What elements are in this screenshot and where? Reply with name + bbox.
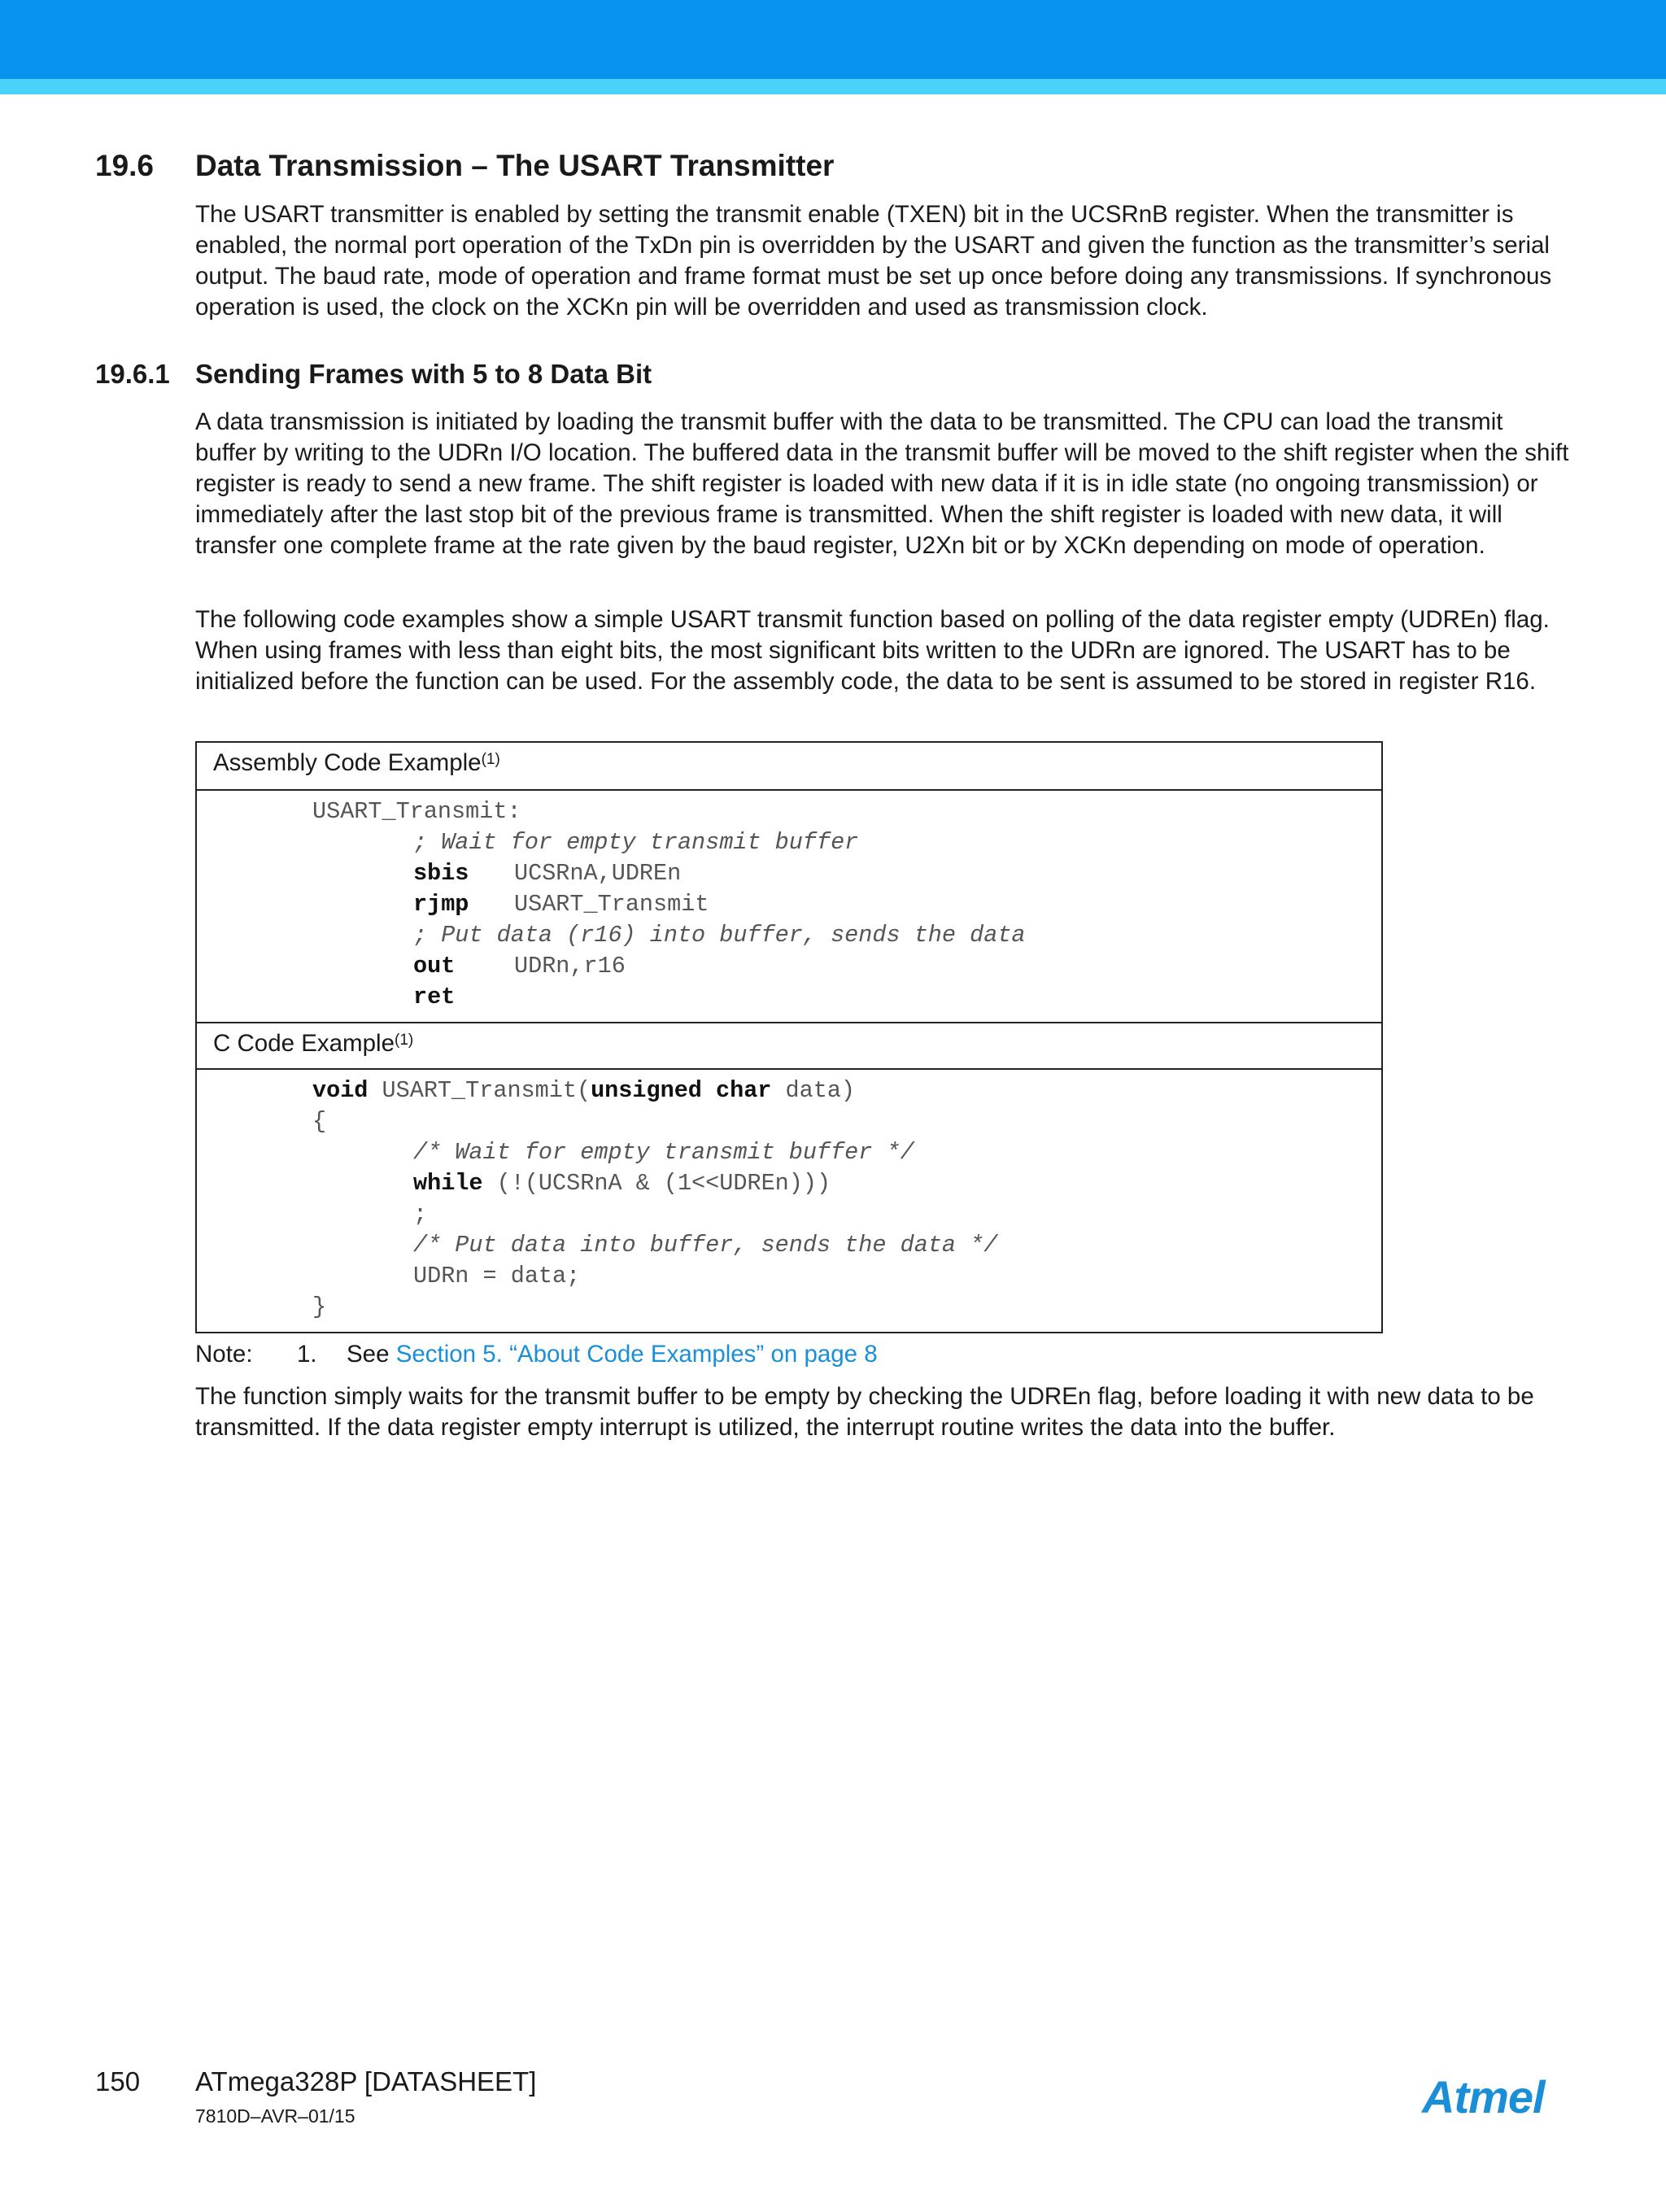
c-function-signature: void USART_Transmit(unsigned char data) [312,1077,856,1104]
footer-page-number: 150 [95,2066,141,2096]
footer-doc-title: ATmega328P [DATASHEET] [195,2066,537,2096]
atmel-logo: Atmel [1422,2071,1545,2123]
note-number: 1. [297,1341,317,1368]
asm-line-rjmp: rjmp [413,891,469,918]
header-stripe [0,79,1666,94]
note-label: Note: [195,1341,253,1368]
asm-footnote-mark: (1) [481,751,500,768]
footer-doc-code: 7810D–AVR–01/15 [195,2105,355,2127]
closing-paragraph: The function simply waits for the transmit buffer to be empty by checking the UDREn flag, before loading it with new data to be transmitted. If the data register empty interrupt is utilized, the interrupt routine writes the data into the buffer. [195,1383,1534,1441]
c-semicolon: ; [413,1201,428,1228]
asm-comment-1: ; Wait for empty transmit buffer [413,829,859,856]
subsection-title: Sending Frames with 5 to 8 Data Bit [195,359,652,389]
asm-line-ret: ret [413,984,456,1010]
section-paragraph: The USART transmitter is enabled by setting the transmit enable (TXEN) bit in the UCSRnB register. When the transmitter is enabled, the normal port operation of the TxDn pin is overridden by the USART and given the function as the transmitter’s serial output. The baud rate, mode of operation and frame format must be set up once before doing any transmissions. If synchronous operation is used, the clock on the XCKn pin will be overridden and used as transmission clock. [195,201,1552,321]
section-title: Data Transmission – The USART Transmitter [195,149,835,182]
c-comment-1: /* Wait for empty transmit buffer */ [413,1139,914,1166]
c-close-brace: } [312,1294,327,1320]
c-footnote-mark: (1) [395,1032,414,1049]
section-number: 19.6 [95,149,155,182]
note-text: See Section 5. “About Code Examples” on page 8 [347,1341,878,1368]
asm-arg-sbis: UCSRnA,UDREn [514,860,682,887]
asm-comment-2: ; Put data (r16) into buffer, sends the data [413,922,1026,949]
code-example-table [195,741,1383,1333]
c-example-header: C Code Example$^{(1)}$ [197,1022,1381,1070]
subsection-paragraph-1: A data transmission is initiated by loading the transmit buffer with the data to be transmitted. The CPU can load the transmit buffer by writing to the UDRn I/O location. The buffered data in the transmit buffer will be moved to the shift register when the shift register is ready to send a new frame. The shift register is loaded with new data if it is in idle state (no ongoing transmission) or immediately after the last stop bit of the previous frame is transmitted. When the shift register is loaded with new data, it will transfer one complete frame at the rate given by the baud register, U2Xn bit or by XCKn depending on mode of operation. [195,408,1569,559]
asm-line-out: out [413,953,456,979]
asm-example-header: Assembly Code Example$^{(1)}$ [197,743,1381,791]
subsection-paragraph-2: The following code examples show a simple USART transmit function based on polling of the data register empty (UDREn) flag. When using frames with less than eight bits, the most significant bits written to the UDRn are ignored. The USART has to be initialized before the function can be used. For the assembly code, the data to be sent is assumed to be stored in register R16. [195,606,1550,695]
asm-line-sbis: sbis [413,860,469,887]
asm-arg-rjmp: USART_Transmit [514,891,709,918]
note-section-link[interactable]: Section 5. “About Code Examples” on page 8 [395,1341,878,1368]
subsection-number: 19.6.1 [95,359,170,389]
c-open-brace: { [312,1108,327,1135]
asm-label: USART_Transmit: [312,798,521,825]
header-bar [0,0,1666,79]
c-assign-line: UDRn = data; [413,1263,581,1289]
c-while-line: while (!(UCSRnA & (1<<UDREn))) [413,1170,831,1197]
c-comment-2: /* Put data into buffer, sends the data */ [413,1232,998,1259]
asm-arg-out: UDRn,r16 [514,953,626,979]
